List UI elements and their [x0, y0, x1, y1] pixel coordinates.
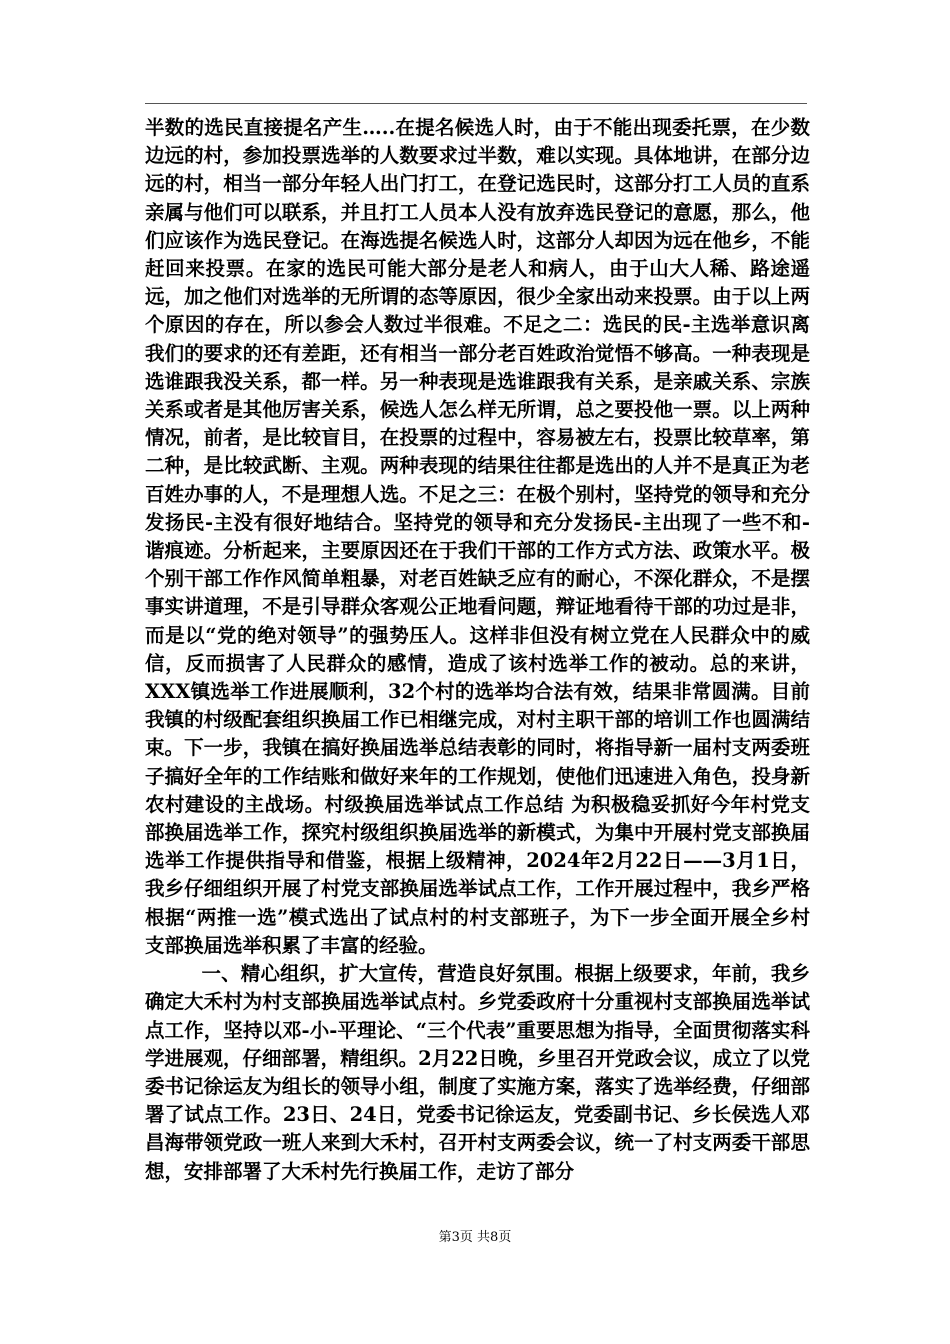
- page-number: 第3页 共8页: [438, 1230, 512, 1245]
- header-divider: [145, 103, 807, 104]
- paragraph-2: 一、精心组织，扩大宣传，营造良好氛围。根据上级要求，年前，我乡确定大禾村为村支部换届选举试点村。乡党委政府十分重视村支部换届选举试点工作，坚持以邓-小-平理论、“三个代表”重要思想为指导，全面贯彻落实科学进展观，仔细部署，精组织。2月22日晚，乡里召开党政会议，成立了以党委书记徐运友为组长的领导小组，制度了实施方案，落实了选举经费，仔细部署了试点工作。23日、24日，党委书记徐运友，党委副书记、乡长侯选人邓昌海带领党政一班人来到大禾村，召开村支两委会议，统一了村支两委干部思想，安排部署了大禾村先行换届工作，走访了部分: [145, 962, 810, 1183]
- paragraph-1: 半数的选民直接提名产生…..在提名候选人时，由于不能出现委托票，在少数边远的村，参加投票选举的人数要求过半数，难以实现。具体地讲，在部分边远的村，相当一部分年轻人出门打工，在登记选民时，这部分打工人员的直系亲属与他们可以联系，并且打工人员本人没有放弃选民登记的意愿，那么，他们应该作为选民登记。在海选提名候选人时，这部分人却因为远在他乡，不能赶回来投票。在家的选民可能大部分是老人和病人，由于山大人稀、路途遥远，加之他们对选举的无所谓的态等原因，很少全家出动来投票。由于以上两个原因的存在，所以参会人数过半很难。不足之二：选民的民-主选举意识离我们的要求的还有差距，还有相当一部分老百姓政治觉悟不够高。一种表现是选谁跟我没关系，都一样。另一种表现是选谁跟我有关系，是亲戚关系、宗族关系或者是其他厉害关系，候选人怎么样无所谓，总之要投他一票。以上两种情况，前者，是比较盲目，在投票的过程中，容易被左右，投票比较草率，第二种，是比较武断、主观。两种表现的结果往往都是选出的人并不是真正为老百姓办事的人，不是理想人选。不足之三：在极个别村，坚持党的领导和充分发扬民-主没有很好地结合。坚持党的领导和充分发扬民-主出现了一些不和-谐痕迹。分析起来，主要原因还在于我们干部的工作方式方法、政策水平。极个别干部工作作风简单粗暴，对老百姓缺乏应有的耐心，不深化群众，不是摆事实讲道理，不是引导群众客观公正地看问题，辩证地看待干部的功过是非，而是以“党的绝对领导”的强势压人。这样非但没有树立党在人民群众中的威信，反而损害了人民群众的感情，造成了该村选举工作的被动。总的来讲，XXX镇选举工作进展顺利，32个村的选举均合法有效，结果非常圆满。目前我镇的村级配套组织换届工作已相继完成，对村主职干部的培训工作也圆满结束。下一步，我镇在搞好换届选举总结表彰的同时，将指导新一届村支两委班子搞好全年的工作结账和做好来年的工作规划，使他们迅速进入角色，投身新农村建设的主战场。村级换届选举试点工作总结 为积极稳妥抓好今年村党支部换届选举工作，探究村级组织换届选举的新模式，为集中开展村党支部换届选举工作提供指导和借鉴，根据上级精神，2024年2月22日——3月1日，我乡仔细组织开展了村党支部换届选举试点工作，工作开展过程中，我乡严格根据“两推一选”模式选出了试点村的村支部班子，为下一步全面开展全乡村支部换届选举积累了丰富的经验。: [145, 116, 810, 957]
- document-body: [145, 114, 810, 1186]
